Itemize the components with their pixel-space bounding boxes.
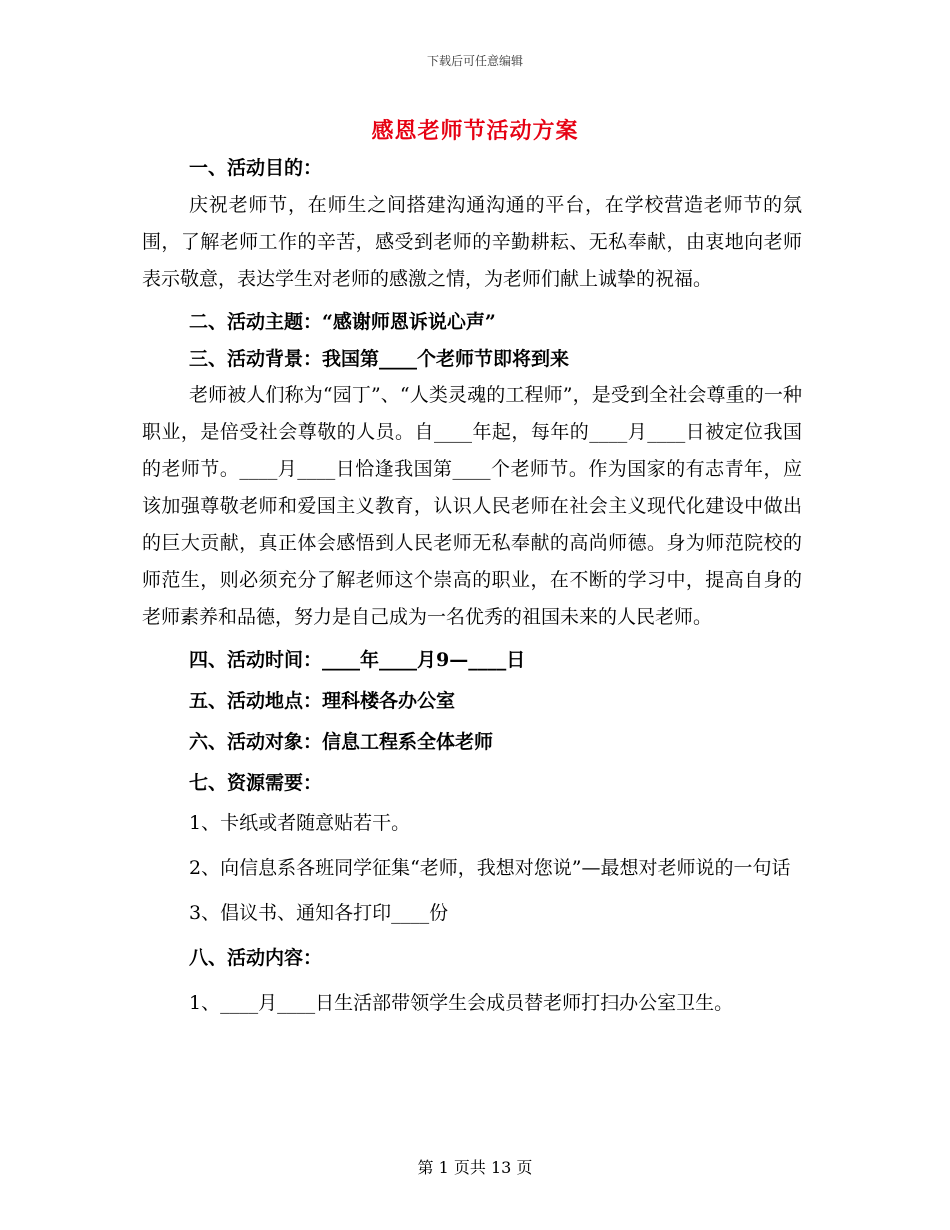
- paragraph-purpose: 庆祝老师节，在师生之间搭建沟通沟通的平台，在学校营造老师节的氛围，了解老师工作的辛苦，感受到老师的辛勤耕耘、无私奉献，由衷地向老师表示敬意，表达学生对老师的感激之情，为老师们献上诚挚的祝福。: [142, 193, 802, 290]
- list-item-resource-1: 1、卡纸或者随意贴若干。: [189, 812, 411, 835]
- section-heading-resources: 七、资源需要：: [189, 771, 323, 794]
- section-heading-audience: 六、活动对象：信息工程系全体老师: [189, 730, 494, 753]
- paragraph-background: 老师被人们称为“园丁”、“人类灵魂的工程师”，是受到全社会尊重的一种职业，是倍受社会尊敬的人员。自____年起，每年的____月____日被定位我国的老师节。____月____日恰逢我国第____个老师节。作为国家的有志青年，应该加强尊敬老师和爱国主义教育，认识人民老师在社会主义现代化建设中做出的巨大贡献，真正体会感悟到人民老师无私奉献的高尚师德。身为师范院校的师范生，则必须充分了解老师这个崇高的职业，在不断的学习中，提高自身的老师素养和品德，努力是自己成为一名优秀的祖国未来的人民老师。: [142, 384, 802, 628]
- list-item-content-1: 1、____月____日生活部带领学生会成员替老师打扫办公室卫生。: [189, 992, 734, 1015]
- section-heading-background: 三、活动背景：我国第____个老师节即将到来: [189, 347, 570, 370]
- section-heading-content: 八、活动内容：: [189, 947, 323, 970]
- section-heading-location: 五、活动地点：理科楼各办公室: [189, 689, 456, 712]
- section-heading-time: 四、活动时间：____年____月9—____日: [189, 648, 526, 671]
- section-heading-purpose: 一、活动目的：: [189, 157, 323, 179]
- list-item-resource-2: 2、向信息系各班同学征集“老师，我想对您说”—最想对老师说的一句话: [189, 857, 791, 880]
- section-heading-theme: 二、活动主题：“感谢师恩诉说心声”: [189, 310, 496, 333]
- document-title: 感恩老师节活动方案: [371, 118, 579, 144]
- list-item-resource-3: 3、倡议书、通知各打印____份: [189, 902, 449, 925]
- page-header-note: 下载后可任意编辑: [426, 54, 523, 68]
- document-body: [142, 150, 802, 1022]
- page-number: 第 1 页共 13 页: [417, 1158, 533, 1177]
